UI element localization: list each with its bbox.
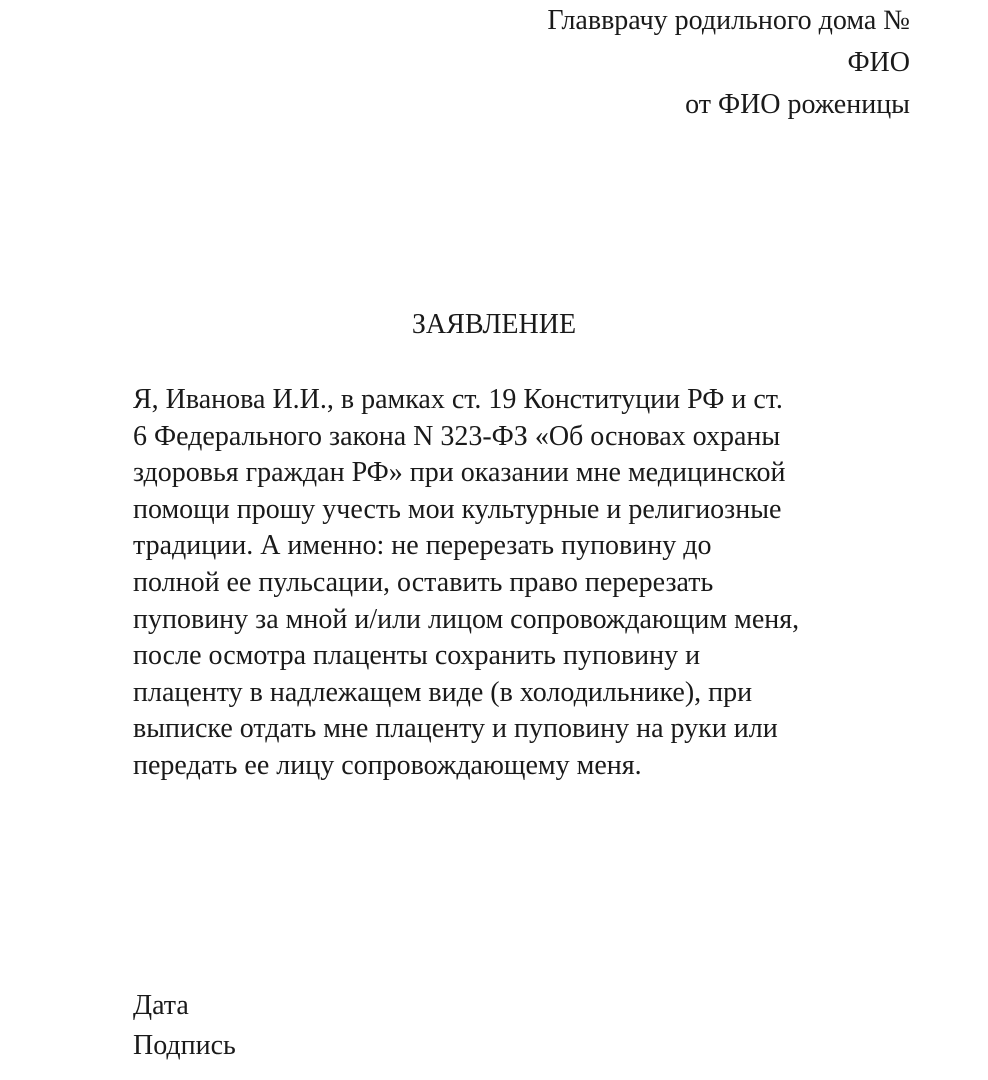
- signature-label: Подпись: [133, 1030, 236, 1061]
- addressee-line: Главврачу родильного дома №: [547, 5, 910, 36]
- addressee-block: [547, 0, 910, 126]
- sender-line: от ФИО роженицы: [685, 89, 910, 120]
- statement-body: [133, 382, 933, 785]
- footer-block: [133, 986, 236, 1066]
- body-line: выписке отдать мне плаценту и пуповину на руки или: [133, 713, 778, 745]
- body-line: передать ее лицу сопровождающему меня.: [133, 749, 642, 781]
- addressee-line: ФИО: [847, 47, 910, 78]
- date-label: Дата: [133, 990, 189, 1021]
- body-line: полной ее пульсации, оставить право перерезать: [133, 566, 714, 598]
- body-line: 6 Федерального закона N 323-ФЗ «Об основах охраны: [133, 420, 781, 452]
- body-line: здоровья граждан РФ» при оказании мне медицинской: [133, 457, 786, 489]
- body-line: пуповину за мной и/или лицом сопровождающим меня,: [133, 603, 800, 635]
- document-title: ЗАЯВЛЕНИЕ: [411, 309, 577, 340]
- body-line: традиции. А именно: не перерезать пуповину до: [133, 530, 712, 562]
- body-line: помощи прошу учесть мои культурные и религиозные: [133, 493, 782, 525]
- body-line: после осмотра плаценты сохранить пуповину и: [133, 640, 701, 672]
- body-line: Я, Иванова И.И., в рамках ст. 19 Конституции РФ и ст.: [133, 384, 783, 415]
- body-line: плаценту в надлежащем виде (в холодильнике), при: [133, 676, 753, 708]
